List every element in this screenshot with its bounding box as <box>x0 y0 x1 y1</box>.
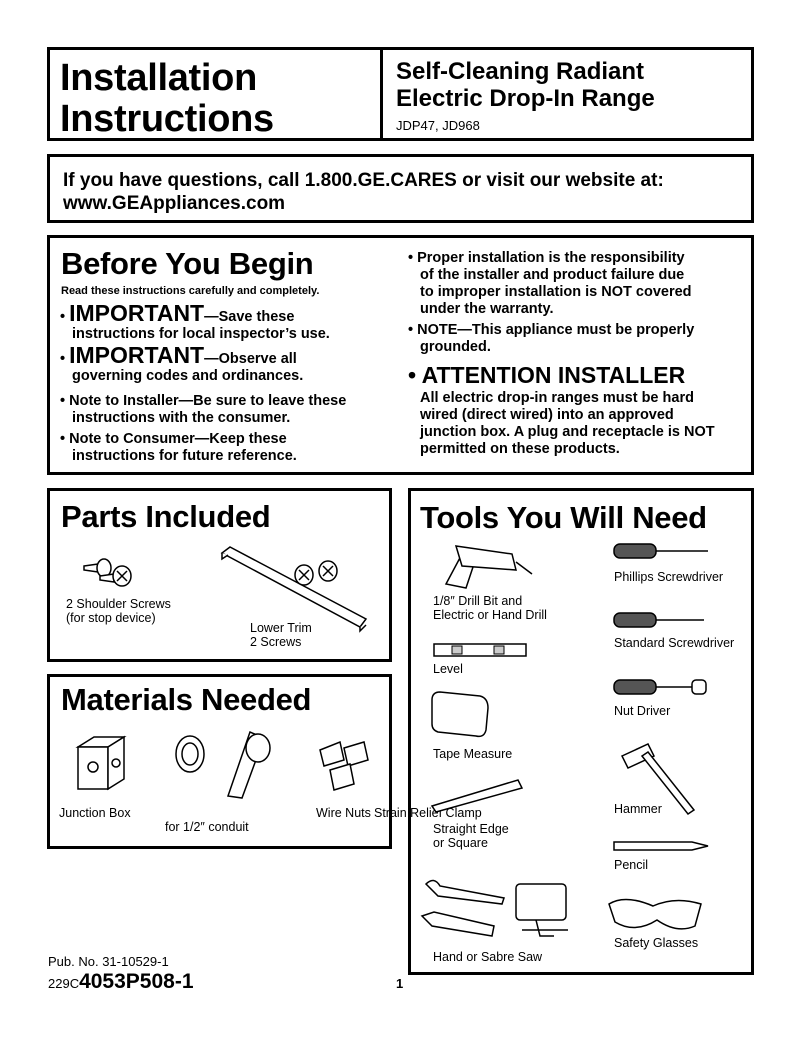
strain-relief-label: Strain Relief Clamp <box>374 806 482 820</box>
note-to-consumer: • Note to Consumer—Keep these instructions for future reference. <box>60 431 297 464</box>
drill-label: 1/8″ Drill Bit and Electric or Hand Drill <box>433 594 547 622</box>
drill-icon <box>436 540 536 590</box>
pencil-label: Pencil <box>614 858 649 872</box>
contact-website: www.GEAppliances.com <box>63 193 286 214</box>
important-observe: • IMPORTANT—Observe all governing codes and ordinances. <box>60 342 304 384</box>
product-line1: Self-Cleaning Radiant <box>396 58 645 85</box>
saw-label: Hand or Sabre Saw <box>433 950 543 964</box>
important-label-2: IMPORTANT <box>69 342 205 368</box>
saw-icon <box>418 876 578 946</box>
page-title <box>60 58 274 140</box>
publication-number: Pub. No. 31-10529-1 <box>48 954 169 969</box>
note-to-installer: • Note to Installer—Be sure to leave these instructions with the consumer. <box>60 393 347 426</box>
hammer-label: Hammer <box>614 802 662 816</box>
title-line2: Instructions <box>60 98 274 140</box>
nut-driver-icon <box>612 677 712 697</box>
model-numbers: JDP47, JD968 <box>396 118 480 133</box>
wire-nuts-icon <box>316 738 376 793</box>
standard-label: Standard Screwdriver <box>614 636 735 650</box>
contact-text <box>63 169 664 215</box>
attention-installer-heading: • ATTENTION INSTALLER <box>408 362 686 388</box>
before-heading: Before You Begin <box>61 246 314 281</box>
phillips-label: Phillips Screwdriver <box>614 570 724 584</box>
conduit-label: for 1/2″ conduit <box>165 820 249 834</box>
tape-measure-icon <box>428 690 498 740</box>
before-intro: Read these instructions carefully and completely. <box>61 285 320 297</box>
proper-installation: • Proper installation is the responsibility of the installer and product failure due to improper installation is NOT covered under the warranty. <box>408 250 692 317</box>
safety-glasses-label: Safety Glasses <box>614 936 699 950</box>
standard-screwdriver-icon <box>612 610 712 630</box>
materials-heading: Materials Needed <box>61 682 312 717</box>
junction-box-icon <box>72 733 132 793</box>
lower-trim-label: Lower Trim 2 Screws <box>250 621 312 649</box>
level-label: Level <box>433 662 463 676</box>
nut-driver-label: Nut Driver <box>614 704 671 718</box>
contact-line1: If you have questions, call 1.800.GE.CARES or visit our website at: <box>63 170 664 191</box>
shoulder-screws-label: 2 Shoulder Screws (for stop device) <box>66 597 171 625</box>
pencil-icon <box>612 838 712 854</box>
shoulder-screws-illustration <box>80 550 140 590</box>
note-grounded: • NOTE—This appliance must be properly grounded. <box>408 322 695 355</box>
tape-measure-label: Tape Measure <box>433 747 513 761</box>
header-divider <box>380 50 383 138</box>
part-code: 229C4053P508-1 <box>48 970 194 993</box>
straight-edge-icon <box>430 776 525 811</box>
attention-text: All electric drop-in ranges must be hard wired (direct wired) into an approved junction box. A plug and receptacle is NOT permitted on these products. <box>420 390 715 457</box>
page-number: 1 <box>396 976 404 991</box>
important-save: • IMPORTANT—Save these instructions for local inspector’s use. <box>60 300 330 342</box>
parts-heading: Parts Included <box>61 499 271 534</box>
trim-screws-illustration <box>290 557 345 592</box>
level-icon <box>432 640 530 660</box>
safety-glasses-icon <box>605 890 705 935</box>
product-title <box>396 58 655 112</box>
wire-nuts-label: Wire Nuts <box>316 806 371 820</box>
tools-heading: Tools You Will Need <box>420 500 707 535</box>
straight-edge-label: Straight Edge or Square <box>433 822 509 850</box>
phillips-screwdriver-icon <box>612 541 712 561</box>
important-label-1: IMPORTANT <box>69 300 205 326</box>
title-line1: Installation <box>60 57 257 99</box>
junction-box-label: Junction Box <box>59 806 131 820</box>
product-line2: Electric Drop-In Range <box>396 85 655 112</box>
conduit-connector-icon <box>168 726 278 801</box>
